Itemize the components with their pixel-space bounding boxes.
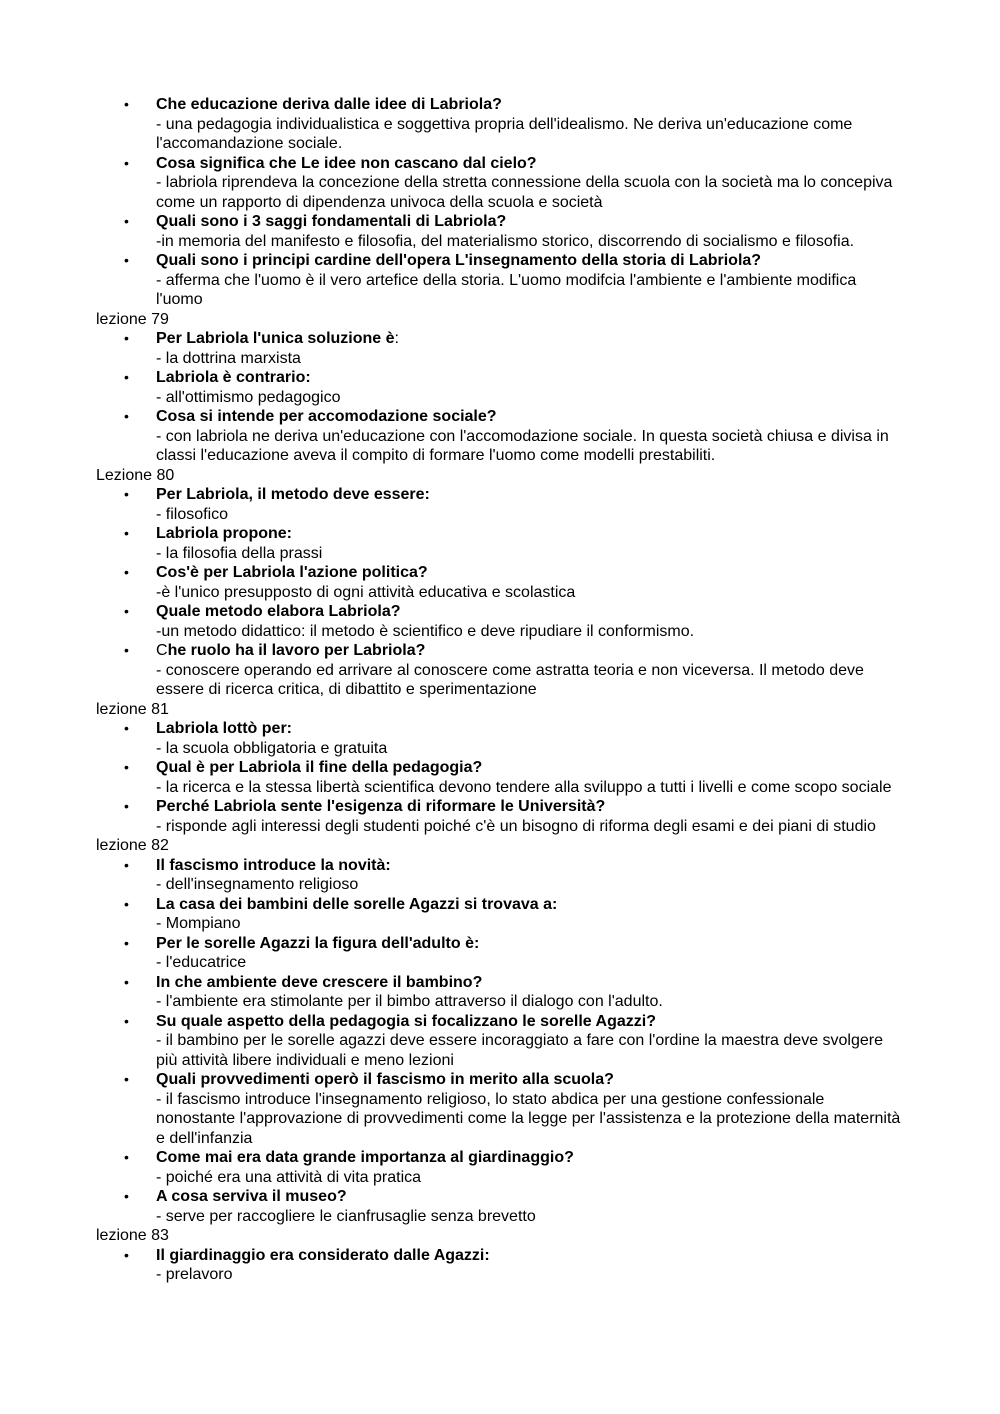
question-text bbox=[156, 973, 916, 993]
bullet-icon: • bbox=[124, 856, 129, 873]
question-item bbox=[96, 1246, 916, 1285]
question-label: Cosa si intende per accomodazione sociale? bbox=[156, 408, 497, 425]
lesson-heading: lezione 79 bbox=[96, 310, 169, 328]
question-text bbox=[156, 719, 916, 739]
bullet-icon: • bbox=[124, 369, 129, 385]
answer-text: - poiché era una attività di vita pratica bbox=[156, 1168, 422, 1186]
bullet-icon: • bbox=[124, 408, 129, 424]
bullet-icon: • bbox=[124, 759, 129, 775]
bullet-icon: • bbox=[124, 642, 129, 658]
question-label: Su quale aspetto della pedagogia si focalizzano le sorelle Agazzi? bbox=[156, 1012, 656, 1030]
question-text bbox=[156, 641, 916, 661]
question-text bbox=[156, 758, 916, 778]
question-label: A cosa serviva il museo? bbox=[156, 1188, 347, 1205]
question-list bbox=[96, 95, 916, 310]
question-text bbox=[156, 563, 916, 583]
question-text bbox=[156, 95, 916, 115]
question-item bbox=[96, 1148, 916, 1187]
bullet-icon: • bbox=[124, 1071, 129, 1087]
answer-text: -un metodo didattico: il metodo è scientifico e deve ripudiare il conformismo. bbox=[156, 622, 695, 640]
question-text bbox=[156, 1012, 916, 1032]
question-prefix: C bbox=[156, 642, 168, 659]
answer-text: - afferma che l'uomo è il vero artefice della storia. L'uomo modifcia l'ambiente e l'ambiente modifica l'uomo bbox=[156, 271, 857, 308]
lesson-heading: lezione 81 bbox=[96, 700, 169, 718]
question-item bbox=[96, 407, 916, 466]
question-item bbox=[96, 856, 916, 895]
answer-text: - conoscere operando ed arrivare al conoscere come astratta teoria e non viceversa. Il metodo deve essere di ricerca critica, di dibattito e sperimentazione bbox=[156, 661, 864, 698]
bullet-icon: • bbox=[124, 213, 129, 229]
question-label: Qual è per Labriola il fine della pedagogia? bbox=[156, 759, 483, 776]
question-list bbox=[96, 856, 916, 1227]
answer-text: - filosofico bbox=[156, 505, 229, 523]
question-label: Perché Labriola sente l'esigenza di riformare le Università? bbox=[156, 798, 606, 815]
question-text bbox=[156, 524, 916, 544]
answer-text: - la filosofia della prassi bbox=[156, 544, 323, 562]
question-label: he ruolo ha il lavoro per Labriola? bbox=[167, 642, 426, 659]
answer-text: - l'ambiente era stimolante per il bimbo attraverso il dialogo con l'adulto. bbox=[156, 993, 663, 1010]
question-label: Per le sorelle Agazzi la figura dell'adulto è: bbox=[156, 934, 480, 952]
bullet-icon: • bbox=[124, 798, 129, 814]
bullet-icon: • bbox=[124, 96, 129, 112]
question-item bbox=[96, 154, 916, 213]
question-text bbox=[156, 856, 916, 876]
question-item bbox=[96, 973, 916, 1012]
lesson-section bbox=[96, 310, 916, 466]
bullet-icon: • bbox=[124, 895, 129, 912]
lesson-section bbox=[96, 466, 916, 700]
lesson-section bbox=[96, 836, 916, 1226]
question-item bbox=[96, 758, 916, 797]
question-label: Cosa significa che Le idee non cascano dal cielo? bbox=[156, 154, 537, 172]
answer-text: - la ricerca e la stessa libertà scientifica devono tendere alla sviluppo a tutti i livelli e come scopo sociale bbox=[156, 778, 892, 796]
question-item bbox=[96, 719, 916, 758]
question-label: Labriola è contrario: bbox=[156, 369, 311, 386]
answer-text: - il fascismo introduce l'insegnamento religioso, lo stato abdica per una gestione confessionale nonostante l'approvazione di provvedimenti come la legge per l'assistenza e la protezione della maternità e dell'infanzia bbox=[156, 1090, 901, 1147]
bullet-icon: • bbox=[124, 1246, 129, 1263]
answer-text: - una pedagogia individualistica e soggettiva propria dell'idealismo. Ne deriva un'educazione come l'accomandazione sociale. bbox=[156, 115, 853, 152]
question-item bbox=[96, 1187, 916, 1226]
answer-text: - Mompiano bbox=[156, 915, 241, 932]
question-item bbox=[96, 1012, 916, 1071]
lesson-heading: Lezione 80 bbox=[96, 466, 175, 484]
answer-text: - l'educatrice bbox=[156, 954, 247, 971]
question-label: Il giardinaggio era considerato dalle Agazzi: bbox=[156, 1246, 490, 1264]
question-text bbox=[156, 368, 916, 388]
bullet-icon: • bbox=[124, 1188, 129, 1204]
question-label: Quali sono i 3 saggi fondamentali di Labriola? bbox=[156, 213, 507, 230]
bullet-icon: • bbox=[124, 154, 129, 171]
question-text bbox=[156, 934, 916, 954]
question-text bbox=[156, 1246, 916, 1266]
question-text bbox=[156, 1070, 916, 1090]
question-text bbox=[156, 212, 916, 232]
answer-text: - la scuola obbligatoria e gratuita bbox=[156, 739, 388, 757]
bullet-icon: • bbox=[124, 252, 129, 268]
question-item bbox=[96, 641, 916, 700]
question-label: Il fascismo introduce la novità: bbox=[156, 856, 391, 874]
question-item bbox=[96, 895, 916, 934]
answer-text: - risponde agli interessi degli studenti poiché c'è un bisogno di riforma degli esami e dei piani di studio bbox=[156, 817, 876, 835]
question-label: La casa dei bambini delle sorelle Agazzi si trovava a: bbox=[156, 895, 558, 913]
question-list bbox=[96, 1246, 916, 1285]
question-label: Quale metodo elabora Labriola? bbox=[156, 603, 401, 620]
question-item bbox=[96, 602, 916, 641]
bullet-icon: • bbox=[124, 486, 129, 502]
bullet-icon: • bbox=[124, 973, 129, 990]
question-item bbox=[96, 524, 916, 563]
lesson-section bbox=[96, 1226, 916, 1285]
question-text bbox=[156, 329, 916, 349]
question-label: Cos'è per Labriola l'azione politica? bbox=[156, 564, 428, 581]
bullet-icon: • bbox=[124, 1012, 129, 1029]
question-label: Che educazione deriva dalle idee di Labriola? bbox=[156, 96, 502, 113]
notes-content bbox=[96, 95, 916, 1285]
question-item bbox=[96, 1070, 916, 1148]
answer-text: - la dottrina marxista bbox=[156, 349, 301, 367]
lesson-heading: lezione 82 bbox=[96, 837, 169, 854]
question-item bbox=[96, 934, 916, 973]
question-text bbox=[156, 602, 916, 622]
question-item bbox=[96, 251, 916, 310]
lesson-section bbox=[96, 700, 916, 837]
question-text bbox=[156, 407, 916, 427]
question-label: Per Labriola, il metodo deve essere: bbox=[156, 486, 430, 503]
bullet-icon: • bbox=[124, 564, 129, 580]
question-list bbox=[96, 719, 916, 836]
answer-text: - serve per raccogliere le cianfrusaglie senza brevetto bbox=[156, 1207, 536, 1225]
question-label: Quali provvedimenti operò il fascismo in merito alla scuola? bbox=[156, 1071, 614, 1088]
answer-text: - all'ottimismo pedagogico bbox=[156, 388, 341, 406]
bullet-icon: • bbox=[124, 934, 129, 951]
question-suffix: : bbox=[394, 330, 399, 347]
question-text bbox=[156, 895, 916, 915]
question-label: Per Labriola l'unica soluzione è bbox=[156, 330, 395, 347]
bullet-icon: • bbox=[124, 330, 129, 346]
question-text bbox=[156, 1187, 916, 1207]
question-label: Quali sono i principi cardine dell'opera L'insegnamento della storia di Labriola? bbox=[156, 252, 762, 269]
answer-text: - con labriola ne deriva un'educazione con l'accomodazione sociale. In questa società chiusa e divisa in classi l'educazione aveva il compito di formare l'uomo come modelli prestabiliti. bbox=[156, 427, 889, 464]
question-label: Come mai era data grande importanza al giardinaggio? bbox=[156, 1149, 574, 1166]
question-item bbox=[96, 797, 916, 836]
question-item bbox=[96, 368, 916, 407]
question-text bbox=[156, 154, 916, 174]
question-text bbox=[156, 1148, 916, 1168]
question-text bbox=[156, 485, 916, 505]
answer-text: - prelavoro bbox=[156, 1266, 233, 1283]
answer-text: - dell'insegnamento religioso bbox=[156, 876, 359, 893]
question-item bbox=[96, 485, 916, 524]
question-list bbox=[96, 329, 916, 466]
question-item bbox=[96, 212, 916, 251]
lesson-heading: lezione 83 bbox=[96, 1227, 169, 1244]
answer-text: -è l'unico presupposto di ogni attività educativa e scolastica bbox=[156, 583, 576, 601]
answer-text: - labriola riprendeva la concezione della stretta connessione della scuola con la società ma lo concepiva come un rapporto di dipendenza univoca della scuola e società bbox=[156, 174, 893, 211]
question-text bbox=[156, 797, 916, 817]
question-text bbox=[156, 251, 916, 271]
question-label: Labriola lottò per: bbox=[156, 720, 292, 737]
answer-text: - il bambino per le sorelle agazzi deve essere incoraggiato a fare con l'ordine la maestra deve svolgere più attività libere individuali e meno lezioni bbox=[156, 1032, 884, 1069]
bullet-icon: • bbox=[124, 1149, 129, 1165]
bullet-icon: • bbox=[124, 603, 129, 619]
question-label: In che ambiente deve crescere il bambino? bbox=[156, 973, 483, 991]
question-item bbox=[96, 329, 916, 368]
lesson-section bbox=[96, 95, 916, 310]
question-list bbox=[96, 485, 916, 700]
question-label: Labriola propone: bbox=[156, 525, 292, 542]
question-item bbox=[96, 563, 916, 602]
bullet-icon: • bbox=[124, 525, 129, 541]
bullet-icon: • bbox=[124, 720, 129, 736]
question-item bbox=[96, 95, 916, 154]
answer-text: -in memoria del manifesto e filosofia, del materialismo storico, discorrendo di socialismo e filosofia. bbox=[156, 232, 855, 250]
